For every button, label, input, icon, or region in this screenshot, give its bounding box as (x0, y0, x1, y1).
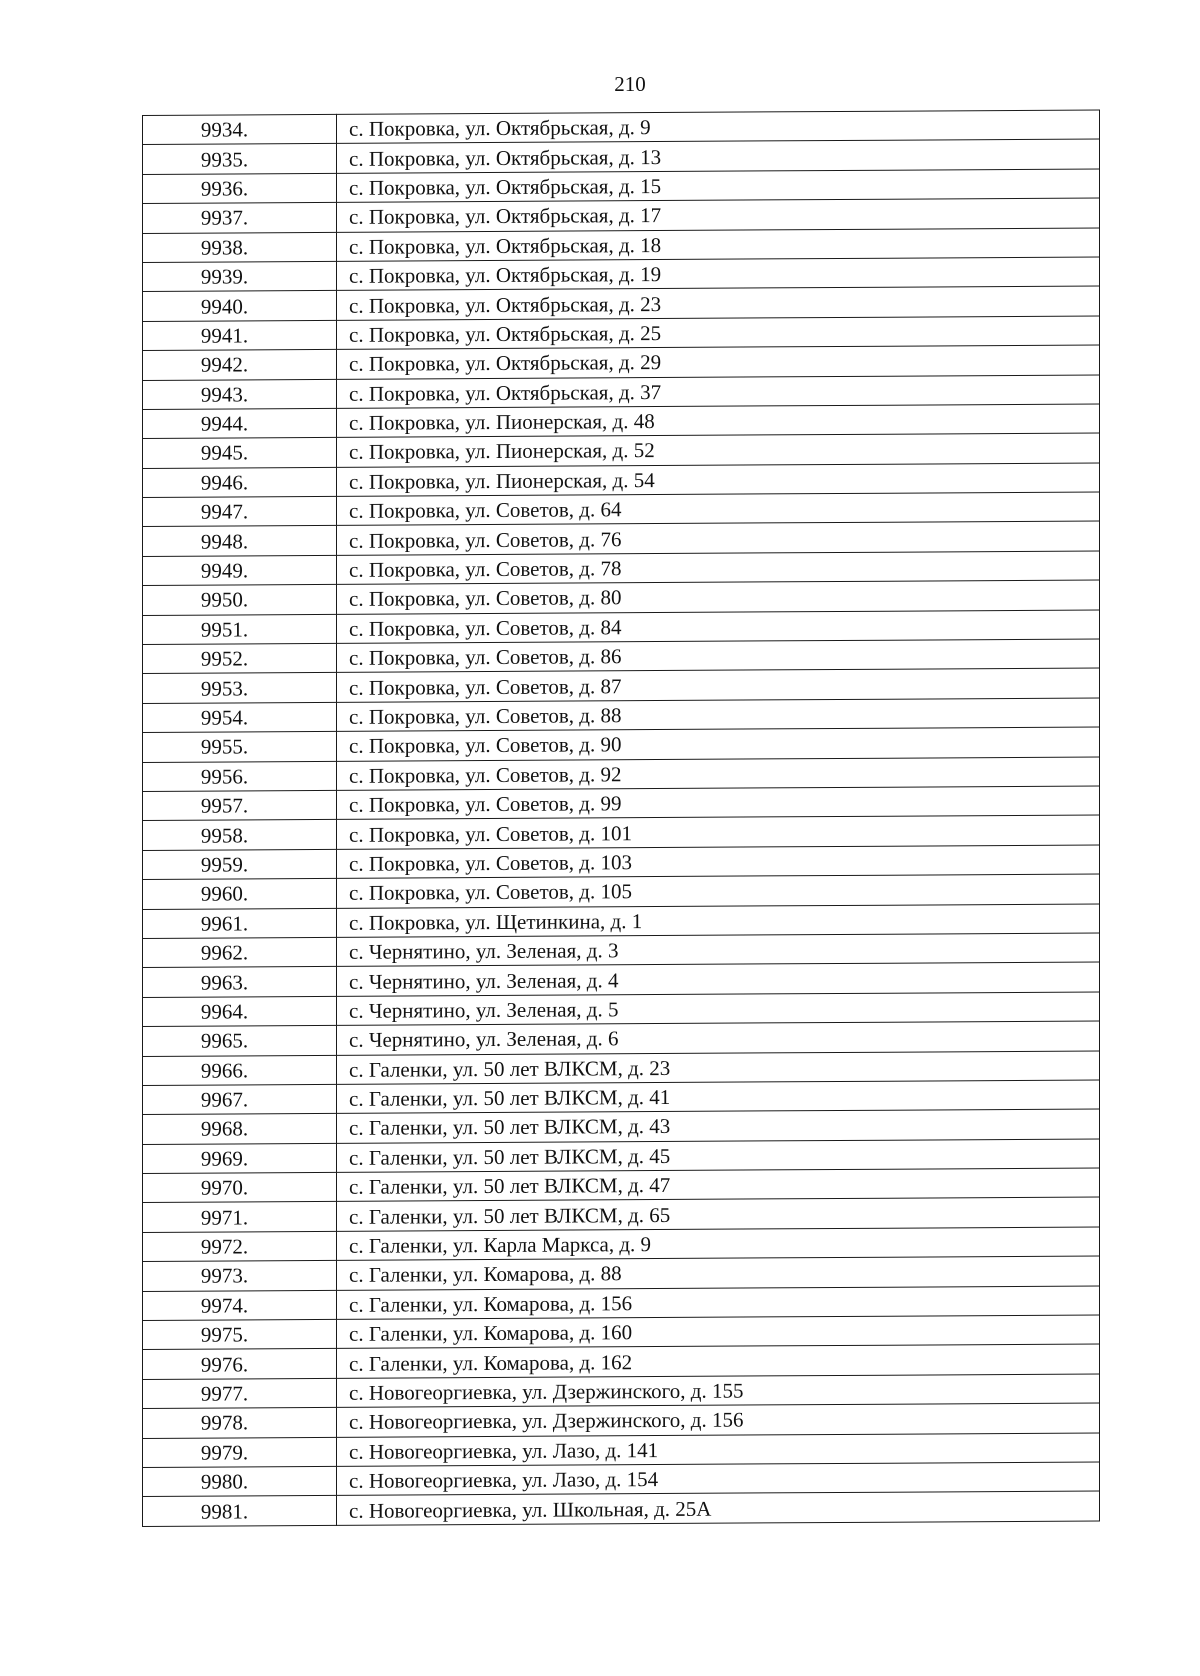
page-number: 210 (614, 72, 646, 96)
row-number-cell: 9947. (143, 496, 337, 527)
row-number-cell: 9965. (143, 1025, 337, 1056)
row-number-cell: 9963. (143, 967, 337, 998)
row-number-cell: 9942. (143, 350, 337, 381)
address-cell: с. Покровка, ул. Советов, д. 84 (337, 610, 1100, 644)
address-cell: с. Покровка, ул. Советов, д. 101 (337, 815, 1100, 849)
row-number-cell: 9959. (143, 849, 337, 880)
row-number-cell: 9934. (143, 114, 337, 145)
row-number-cell: 9937. (143, 203, 337, 234)
address-cell: с. Галенки, ул. 50 лет ВЛКСМ, д. 65 (337, 1197, 1100, 1231)
address-cell: с. Покровка, ул. Октябрьская, д. 37 (337, 375, 1100, 409)
address-cell: с. Покровка, ул. Советов, д. 64 (337, 492, 1100, 526)
row-number-cell: 9979. (143, 1437, 337, 1468)
address-cell: с. Покровка, ул. Октябрьская, д. 13 (337, 139, 1100, 173)
row-number-cell: 9977. (143, 1378, 337, 1409)
row-number-cell: 9951. (143, 614, 337, 645)
address-cell: с. Галенки, ул. 50 лет ВЛКСМ, д. 47 (337, 1168, 1100, 1202)
address-cell: с. Галенки, ул. Комарова, д. 156 (337, 1286, 1100, 1320)
address-cell: с. Покровка, ул. Октябрьская, д. 19 (337, 257, 1100, 291)
address-cell: с. Покровка, ул. Октябрьская, д. 18 (337, 228, 1100, 262)
row-number-cell: 9980. (143, 1466, 337, 1497)
address-cell: с. Покровка, ул. Советов, д. 105 (337, 874, 1100, 908)
row-number-cell: 9967. (143, 1084, 337, 1115)
address-cell: с. Покровка, ул. Октябрьская, д. 29 (337, 345, 1100, 379)
address-cell: с. Покровка, ул. Октябрьская, д. 17 (337, 198, 1100, 232)
row-number-cell: 9970. (143, 1172, 337, 1203)
row-number-cell: 9954. (143, 702, 337, 733)
row-number-cell: 9976. (143, 1349, 337, 1380)
row-number-cell: 9946. (143, 467, 337, 498)
address-cell: с. Покровка, ул. Октябрьская, д. 15 (337, 169, 1100, 203)
row-number-cell: 9940. (143, 291, 337, 322)
address-cell: с. Новогеоргиевка, ул. Лазо, д. 154 (337, 1462, 1100, 1496)
row-number-cell: 9960. (143, 879, 337, 910)
address-cell: с. Покровка, ул. Советов, д. 99 (337, 786, 1100, 820)
address-cell: с. Новогеоргиевка, ул. Дзержинского, д. 155 (337, 1374, 1100, 1408)
row-number-cell: 9952. (143, 643, 337, 674)
address-cell: с. Галенки, ул. 50 лет ВЛКСМ, д. 43 (337, 1109, 1100, 1143)
row-number-cell: 9961. (143, 908, 337, 939)
address-cell: с. Покровка, ул. Октябрьская, д. 25 (337, 316, 1100, 350)
address-cell: с. Покровка, ул. Советов, д. 90 (337, 727, 1100, 761)
address-cell: с. Галенки, ул. Комарова, д. 160 (337, 1315, 1100, 1349)
table-row (143, 1491, 1100, 1526)
row-number-cell: 9944. (143, 408, 337, 439)
address-cell: с. Новогеоргиевка, ул. Дзержинского, д. 156 (337, 1403, 1100, 1437)
row-number-cell: 9958. (143, 820, 337, 851)
row-number-cell: 9973. (143, 1261, 337, 1292)
row-number-cell: 9948. (143, 526, 337, 557)
address-cell: с. Покровка, ул. Советов, д. 78 (337, 551, 1100, 585)
address-cell: с. Покровка, ул. Советов, д. 86 (337, 639, 1100, 673)
address-cell: с. Галенки, ул. 50 лет ВЛКСМ, д. 45 (337, 1139, 1100, 1173)
row-number-cell: 9969. (143, 1143, 337, 1174)
row-number-cell: 9941. (143, 320, 337, 351)
address-cell: с. Чернятино, ул. Зеленая, д. 6 (337, 1021, 1100, 1055)
address-cell: с. Покровка, ул. Советов, д. 88 (337, 698, 1100, 732)
row-number-cell: 9978. (143, 1408, 337, 1439)
address-cell: с. Галенки, ул. Комарова, д. 88 (337, 1256, 1100, 1290)
address-cell: с. Галенки, ул. 50 лет ВЛКСМ, д. 23 (337, 1050, 1100, 1084)
address-cell: с. Покровка, ул. Советов, д. 87 (337, 668, 1100, 702)
row-number-cell: 9955. (143, 732, 337, 763)
row-number-cell: 9962. (143, 937, 337, 968)
address-cell: с. Покровка, ул. Советов, д. 76 (337, 521, 1100, 555)
row-number-cell: 9981. (143, 1496, 337, 1527)
address-cell: с. Покровка, ул. Октябрьская, д. 23 (337, 286, 1100, 320)
address-cell: с. Чернятино, ул. Зеленая, д. 3 (337, 933, 1100, 967)
row-number-cell: 9975. (143, 1319, 337, 1350)
row-number-cell: 9943. (143, 379, 337, 410)
row-number-cell: 9974. (143, 1290, 337, 1321)
address-cell: с. Галенки, ул. Комарова, д. 162 (337, 1344, 1100, 1378)
row-number-cell: 9938. (143, 232, 337, 263)
address-table-container (142, 109, 1100, 1526)
address-cell: с. Покровка, ул. Октябрьская, д. 9 (337, 110, 1100, 144)
address-cell: с. Галенки, ул. Карла Маркса, д. 9 (337, 1227, 1100, 1261)
address-table (142, 109, 1100, 1526)
row-number-cell: 9949. (143, 555, 337, 586)
address-cell: с. Новогеоргиевка, ул. Лазо, д. 141 (337, 1433, 1100, 1467)
address-cell: с. Галенки, ул. 50 лет ВЛКСМ, д. 41 (337, 1080, 1100, 1114)
row-number-cell: 9972. (143, 1231, 337, 1262)
row-number-cell: 9956. (143, 761, 337, 792)
row-number-cell: 9971. (143, 1202, 337, 1233)
row-number-cell: 9950. (143, 585, 337, 616)
row-number-cell: 9964. (143, 996, 337, 1027)
address-cell: с. Покровка, ул. Советов, д. 80 (337, 580, 1100, 614)
address-cell: с. Чернятино, ул. Зеленая, д. 4 (337, 962, 1100, 996)
row-number-cell: 9936. (143, 173, 337, 204)
address-cell: с. Покровка, ул. Советов, д. 92 (337, 757, 1100, 791)
row-number-cell: 9968. (143, 1114, 337, 1145)
row-number-cell: 9953. (143, 673, 337, 704)
address-cell: с. Покровка, ул. Советов, д. 103 (337, 845, 1100, 879)
address-cell: с. Новогеоргиевка, ул. Школьная, д. 25А (337, 1491, 1100, 1525)
address-cell: с. Покровка, ул. Пионерская, д. 52 (337, 433, 1100, 467)
row-number-cell: 9935. (143, 144, 337, 175)
address-table-body (143, 110, 1100, 1526)
address-cell: с. Покровка, ул. Щетинкина, д. 1 (337, 904, 1100, 938)
row-number-cell: 9957. (143, 790, 337, 821)
address-cell: с. Чернятино, ул. Зеленая, д. 5 (337, 992, 1100, 1026)
row-number-cell: 9939. (143, 261, 337, 292)
address-cell: с. Покровка, ул. Пионерская, д. 48 (337, 404, 1100, 438)
address-cell: с. Покровка, ул. Пионерская, д. 54 (337, 463, 1100, 497)
row-number-cell: 9966. (143, 1055, 337, 1086)
row-number-cell: 9945. (143, 438, 337, 469)
